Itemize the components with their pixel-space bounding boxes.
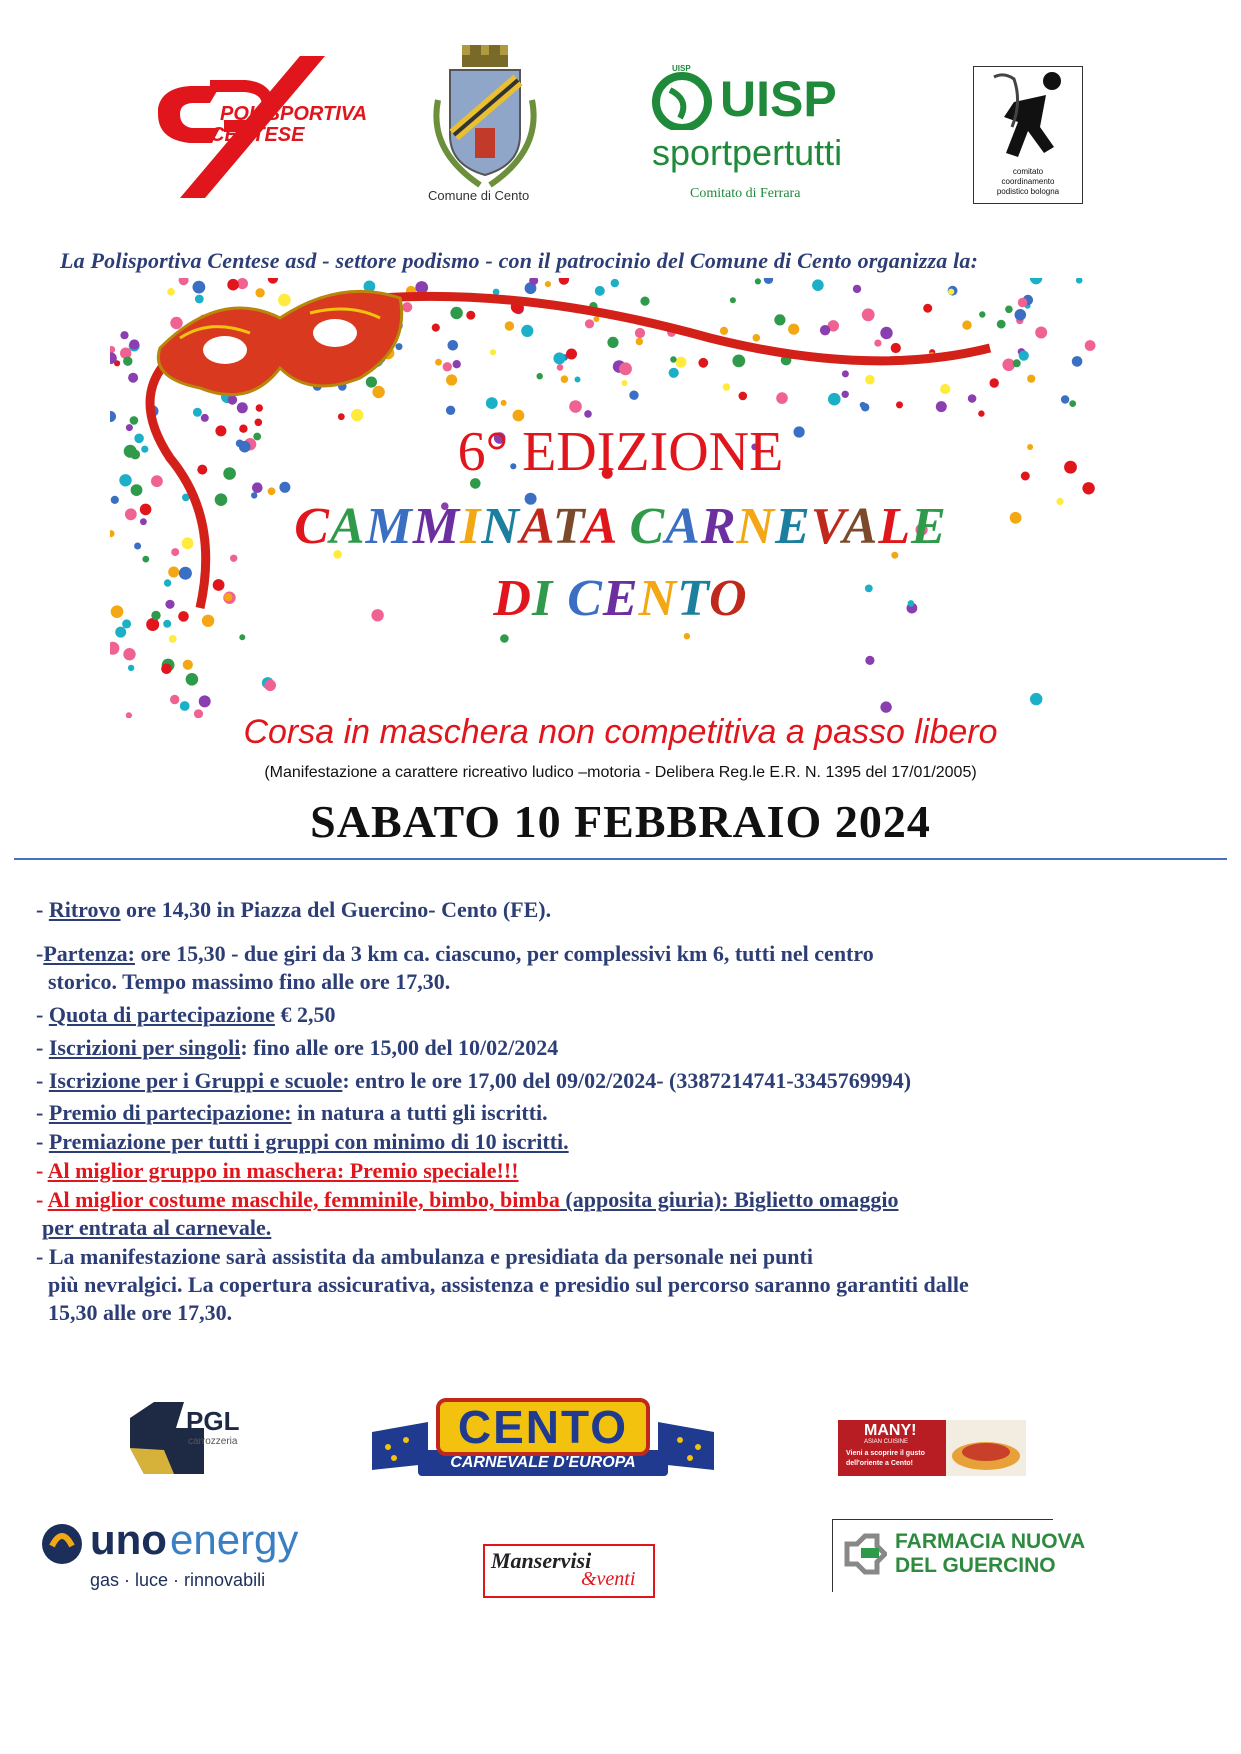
confetti-dot xyxy=(753,334,761,342)
confetti-dot xyxy=(891,343,901,353)
confetti-dot xyxy=(448,340,459,351)
confetti-dot xyxy=(923,304,932,313)
info-miglior-gruppo xyxy=(36,1157,519,1185)
confetti-dot xyxy=(169,635,177,643)
confetti-dot xyxy=(676,357,687,368)
confetti-dot xyxy=(521,325,533,337)
regulation-note: (Manifestazione a carattere ricreativo ludico –motoria - Delibera Reg.le E.R. N. 1395 del 17/01/2005) xyxy=(264,764,977,781)
confetti-dot xyxy=(723,383,731,391)
title-letter: C xyxy=(294,498,330,555)
confetti-dot xyxy=(732,355,745,368)
pgl-logo xyxy=(124,1398,264,1478)
confetti-dot xyxy=(1061,395,1069,403)
title-letter: R xyxy=(700,498,737,555)
title-letter: M xyxy=(365,498,413,555)
title-letter: T xyxy=(552,498,583,555)
confetti-dot xyxy=(193,281,206,294)
confetti-dot xyxy=(443,362,452,371)
confetti-dot xyxy=(896,401,903,408)
confetti-dot xyxy=(255,288,264,297)
info-assist xyxy=(36,1243,813,1271)
info-gruppi xyxy=(36,1067,911,1095)
confetti-dot xyxy=(684,633,690,639)
ritrovo-label: Ritrovo xyxy=(48,897,121,922)
polisportiva-line1: POLISPORTIVA xyxy=(220,103,368,125)
partenza-text2: storico. Tempo massimo fino alle ore 17,30. xyxy=(48,969,451,994)
uisp-globe-icon xyxy=(650,70,720,130)
confetti-dot xyxy=(948,289,954,295)
confetti-dot xyxy=(865,375,875,385)
info-premio xyxy=(36,1099,548,1127)
podistico-line2: coordinamento xyxy=(1001,177,1055,186)
confetti-dot xyxy=(195,295,204,304)
title-letter: I xyxy=(531,570,554,627)
confetti-dot xyxy=(1027,375,1035,383)
confetti-dot xyxy=(936,401,947,412)
confetti-dot xyxy=(486,397,498,409)
title-letter: E xyxy=(775,498,811,555)
confetti-dot xyxy=(828,393,841,406)
assist-line1: La manifestazione sarà assistita da ambulanza e presidiata da personale nei punti xyxy=(48,1244,813,1269)
confetti-dot xyxy=(239,634,245,640)
title-letter: E xyxy=(602,570,639,627)
title-letter: N xyxy=(736,498,776,555)
confetti-dot xyxy=(435,359,442,366)
confetti-dot xyxy=(611,279,619,287)
info-assist-line3 xyxy=(48,1299,232,1327)
farmacia-line2: DEL GUERCINO xyxy=(895,1554,1056,1577)
title-letter: D xyxy=(493,570,532,627)
confetti-dot xyxy=(227,279,239,291)
comune-di-cento-logo xyxy=(420,40,550,205)
confetti-dot xyxy=(505,321,514,330)
event-date: SABATO 10 FEBBRAIO 2024 xyxy=(310,796,931,847)
uisp-name: UISP xyxy=(720,71,837,127)
confetti-dot xyxy=(170,695,179,704)
confetti-dot xyxy=(1076,278,1083,284)
confetti-dot xyxy=(962,320,971,329)
confetti-dot xyxy=(500,634,509,643)
premio-text: in natura a tutti gli iscritti. xyxy=(291,1100,548,1125)
confetti-dot xyxy=(501,400,507,406)
gruppi-label: Iscrizione per i Gruppi e scuole xyxy=(48,1068,343,1093)
confetti-dot xyxy=(874,340,881,347)
confetti-dot xyxy=(880,327,892,339)
confetti-dot xyxy=(268,487,276,495)
confetti-dot xyxy=(110,642,119,655)
confetti-dot xyxy=(636,338,643,345)
confetti-dot xyxy=(1013,359,1021,367)
confetti-dot xyxy=(566,349,577,360)
confetti-dot xyxy=(820,325,830,335)
title-letter: N xyxy=(481,498,520,555)
confetti-dot xyxy=(865,656,874,665)
confetti-dot xyxy=(553,352,565,364)
singoli-text: : fino alle ore 15,00 del 10/02/2024 xyxy=(240,1035,559,1060)
confetti-dot xyxy=(456,310,463,317)
confetti-dot xyxy=(186,673,199,686)
uisp-logo xyxy=(650,64,880,205)
costume-text2: per entrata al carnevale. xyxy=(42,1215,272,1240)
confetti-dot xyxy=(1085,340,1096,351)
title-letter: V xyxy=(810,498,843,555)
edition-title: 6° EDIZIONE xyxy=(457,421,784,483)
confetti-dot xyxy=(1030,693,1042,705)
info-singoli xyxy=(36,1034,558,1062)
confetti-dot xyxy=(256,404,263,411)
confetti-dot xyxy=(278,294,291,307)
podistico-logo xyxy=(973,66,1083,204)
unoenergy-name1: uno xyxy=(90,1516,167,1563)
info-costume xyxy=(36,1186,898,1214)
confetti-dot xyxy=(453,360,461,368)
confetti-dot xyxy=(131,484,143,496)
premio-label: Premio di partecipazione: xyxy=(48,1100,292,1125)
manservisi-name2: &venti xyxy=(581,1568,636,1590)
miglior-gruppo-text: Al miglior gruppo in maschera: Premio speciale!!! xyxy=(47,1158,519,1183)
confetti-dot xyxy=(584,410,592,418)
confetti-dot xyxy=(161,664,172,675)
title-letter: A xyxy=(519,498,553,555)
title-letter: A xyxy=(842,498,879,555)
partenza-text: ore 15,30 - due giri da 3 km ca. ciascuno, per complessivi km 6, tutti nel centro xyxy=(134,941,874,966)
pgl-sub: carrozzeria xyxy=(188,1436,238,1447)
confetti-dot xyxy=(720,327,728,335)
farmacia-line1: FARMACIA NUOVA xyxy=(895,1530,1086,1553)
confetti-dot xyxy=(860,402,866,408)
confetti-dot xyxy=(1069,400,1076,407)
runner-icon xyxy=(974,67,1082,167)
confetti-dot xyxy=(264,680,276,692)
quota-label: Quota di partecipazione xyxy=(48,1002,275,1027)
info-ritrovo xyxy=(36,896,551,924)
dash: - xyxy=(36,897,44,922)
many-text2: dell'oriente a Cento! xyxy=(846,1460,914,1467)
confetti-dot xyxy=(595,286,605,296)
info-quota xyxy=(36,1001,335,1029)
confetti-dot xyxy=(629,391,638,400)
confetti-dot xyxy=(1030,278,1042,284)
confetti-dot xyxy=(862,308,875,321)
dash: - xyxy=(36,1068,44,1093)
confetti-dot xyxy=(842,370,849,377)
confetti-dot xyxy=(940,384,950,394)
premiazione-label: Premiazione per tutti i gruppi con minimo di 10 iscritti. xyxy=(48,1129,569,1154)
info-assist-line2 xyxy=(48,1271,969,1299)
carnival-mask-icon xyxy=(158,291,401,394)
title-letter xyxy=(553,570,567,627)
cento-sub: CARNEVALE D'EUROPA xyxy=(450,1454,636,1471)
confetti-dot xyxy=(402,302,412,312)
confetti-dot xyxy=(268,278,278,284)
manservisi-name1: Manservisi xyxy=(491,1548,592,1573)
info-costume-cont xyxy=(42,1214,271,1242)
confetti-dot xyxy=(621,380,627,386)
confetti-dot xyxy=(446,374,457,385)
confetti-dot xyxy=(115,627,126,638)
coat-of-arms-icon xyxy=(420,40,550,190)
event-title-line1 xyxy=(0,497,1241,556)
confetti-dot xyxy=(776,392,788,404)
cento-carnevale-logo xyxy=(368,1392,718,1492)
confetti-dot xyxy=(755,278,761,284)
assist-line3: 15,30 alle ore 17,30. xyxy=(48,1300,233,1325)
confetti-dot xyxy=(640,297,649,306)
uisp-small: UISP xyxy=(672,64,691,73)
title-letter: I xyxy=(460,498,482,555)
many-sub: ASIAN CUISINE xyxy=(864,1439,909,1445)
confetti-dot xyxy=(545,281,551,287)
costume-label: Al miglior costume maschile, femminile, bimbo, bimba xyxy=(47,1187,560,1212)
confetti-dot xyxy=(575,377,581,383)
many-text1: Vieni a scoprire il gusto xyxy=(846,1450,925,1457)
unoenergy-logo xyxy=(40,1516,340,1600)
intro-text: La Polisportiva Centese asd - settore podismo - con il patrocinio del Comune di Cento organizza la: xyxy=(60,248,979,273)
quota-text: € 2,50 xyxy=(274,1002,336,1027)
confetti-dot xyxy=(128,665,134,671)
confetti-dot xyxy=(1018,298,1027,307)
confetti-dot xyxy=(466,311,475,320)
confetti-dot xyxy=(372,386,384,398)
confetti-dot xyxy=(110,346,115,353)
confetti-dot xyxy=(228,395,238,405)
event-subtitle: Corsa in maschera non competitiva a passo libero xyxy=(243,713,998,751)
confetti-dot xyxy=(179,278,189,285)
manservisi-logo xyxy=(483,1544,655,1598)
confetti-dot xyxy=(1015,309,1027,321)
title-letter: A xyxy=(665,498,701,555)
food-dish-icon xyxy=(946,1420,1026,1476)
confetti-dot xyxy=(129,339,139,349)
confetti-dot xyxy=(607,337,618,348)
info-partenza-cont xyxy=(48,968,450,996)
dash: - xyxy=(36,1100,44,1125)
confetti-dot xyxy=(237,402,248,413)
confetti-dot xyxy=(1019,351,1029,361)
dash: - xyxy=(36,1187,44,1212)
unoenergy-name2: energy xyxy=(170,1516,299,1563)
confetti-dot xyxy=(569,400,582,413)
title-letter: N xyxy=(638,570,678,627)
confetti-dot xyxy=(396,343,403,350)
confetti-dot xyxy=(670,356,676,362)
many-name: MANY! xyxy=(864,1422,917,1439)
dash: - xyxy=(36,1129,44,1154)
confetti-dot xyxy=(739,392,748,401)
assist-line2: più nevralgici. La copertura assicurativa, assistenza e presidio sul percorso saranno garantiti dalle xyxy=(48,1272,969,1297)
confetti-dot xyxy=(120,331,128,339)
title-letter: L xyxy=(878,498,912,555)
confetti-dot xyxy=(128,373,138,383)
title-letter: C xyxy=(629,498,666,555)
confetti-dot xyxy=(968,394,977,403)
confetti-dot xyxy=(635,328,645,338)
confetti-dot xyxy=(764,278,773,284)
confetti-dot xyxy=(730,297,736,303)
info-partenza xyxy=(36,940,874,968)
title-letter: C xyxy=(567,570,603,627)
cento-name: CENTO xyxy=(457,1401,629,1453)
confetti-dot xyxy=(123,357,132,366)
confetti-dot xyxy=(537,373,543,379)
many-asian-logo xyxy=(838,1420,1026,1476)
title-letter xyxy=(615,498,629,555)
confetti-dot xyxy=(978,410,984,416)
confetti-dot xyxy=(1005,306,1013,314)
info-premiazione xyxy=(36,1128,569,1156)
confetti-dot xyxy=(446,406,455,415)
confetti-dot xyxy=(1035,327,1047,339)
title-letter: E xyxy=(911,498,947,555)
gruppi-text: : entro le ore 17,00 del 09/02/2024- (3387214741-3345769994) xyxy=(342,1068,912,1093)
confetti-dot xyxy=(853,285,861,293)
confetti-dot xyxy=(880,701,891,712)
pharmacy-cross-icon xyxy=(843,1532,887,1576)
confetti-dot xyxy=(559,278,569,285)
title-letter: A xyxy=(582,498,616,555)
confetti-dot xyxy=(774,314,785,325)
dash: - xyxy=(36,1002,44,1027)
confetti-dot xyxy=(698,358,708,368)
confetti-dot xyxy=(199,695,211,707)
title-letter: M xyxy=(412,498,461,555)
confetti-dot xyxy=(842,391,849,398)
title-letter: T xyxy=(677,570,709,627)
confetti-dot xyxy=(585,319,594,328)
unoenergy-drop-icon xyxy=(40,1522,84,1566)
ritrovo-text: ore 14,30 in Piazza del Guercino- Cento (FE). xyxy=(120,897,552,922)
partenza-label: Partenza: xyxy=(43,941,135,966)
uisp-tagline: sportpertutti xyxy=(652,132,843,173)
dash: - xyxy=(36,941,44,966)
confetti-dot xyxy=(183,660,193,670)
pgl-name: PGL xyxy=(186,1406,240,1436)
dash: - xyxy=(36,1035,44,1060)
confetti-dot xyxy=(561,375,569,383)
confetti-dot xyxy=(669,368,679,378)
confetti-dot xyxy=(123,648,135,660)
confetti-dot xyxy=(1072,356,1083,367)
confetti-dot xyxy=(812,279,824,291)
confetti-dot xyxy=(193,408,202,417)
confetti-dot xyxy=(490,349,496,355)
confetti-dot xyxy=(167,288,175,296)
unoenergy-sub: gas · luce · rinnovabili xyxy=(90,1570,266,1590)
confetti-dot xyxy=(366,377,377,388)
confetti-dot xyxy=(180,701,190,711)
podistico-line1: comitato xyxy=(1012,167,1044,176)
confetti-dot xyxy=(170,317,182,329)
polisportiva-line2: CENTESE xyxy=(210,124,305,146)
farmacia-logo xyxy=(832,1519,1086,1592)
costume-text: (apposita giuria): Biglietto omaggio xyxy=(559,1187,899,1212)
confetti-dot xyxy=(142,556,149,563)
confetti-dot xyxy=(432,324,440,332)
confetti-dot xyxy=(619,362,632,375)
divider xyxy=(14,858,1227,860)
podistico-line3: podistico bologna xyxy=(996,187,1060,196)
confetti-dot xyxy=(979,311,985,317)
confetti-dot xyxy=(788,324,799,335)
event-title-line2 xyxy=(0,569,1241,628)
confetti-dot xyxy=(997,320,1006,329)
dash: - xyxy=(36,1158,44,1183)
singoli-label: Iscrizioni per singoli xyxy=(48,1035,241,1060)
uisp-committee: Comitato di Ferrara xyxy=(690,186,801,201)
dash: - xyxy=(36,1244,44,1269)
title-letter: O xyxy=(709,570,748,627)
confetti-dot xyxy=(557,364,564,371)
title-letter: A xyxy=(329,498,366,555)
confetti-dot xyxy=(990,378,999,387)
confetti-dot xyxy=(593,316,599,322)
comune-caption: Comune di Cento xyxy=(428,188,530,203)
polisportiva-logo xyxy=(150,48,368,206)
